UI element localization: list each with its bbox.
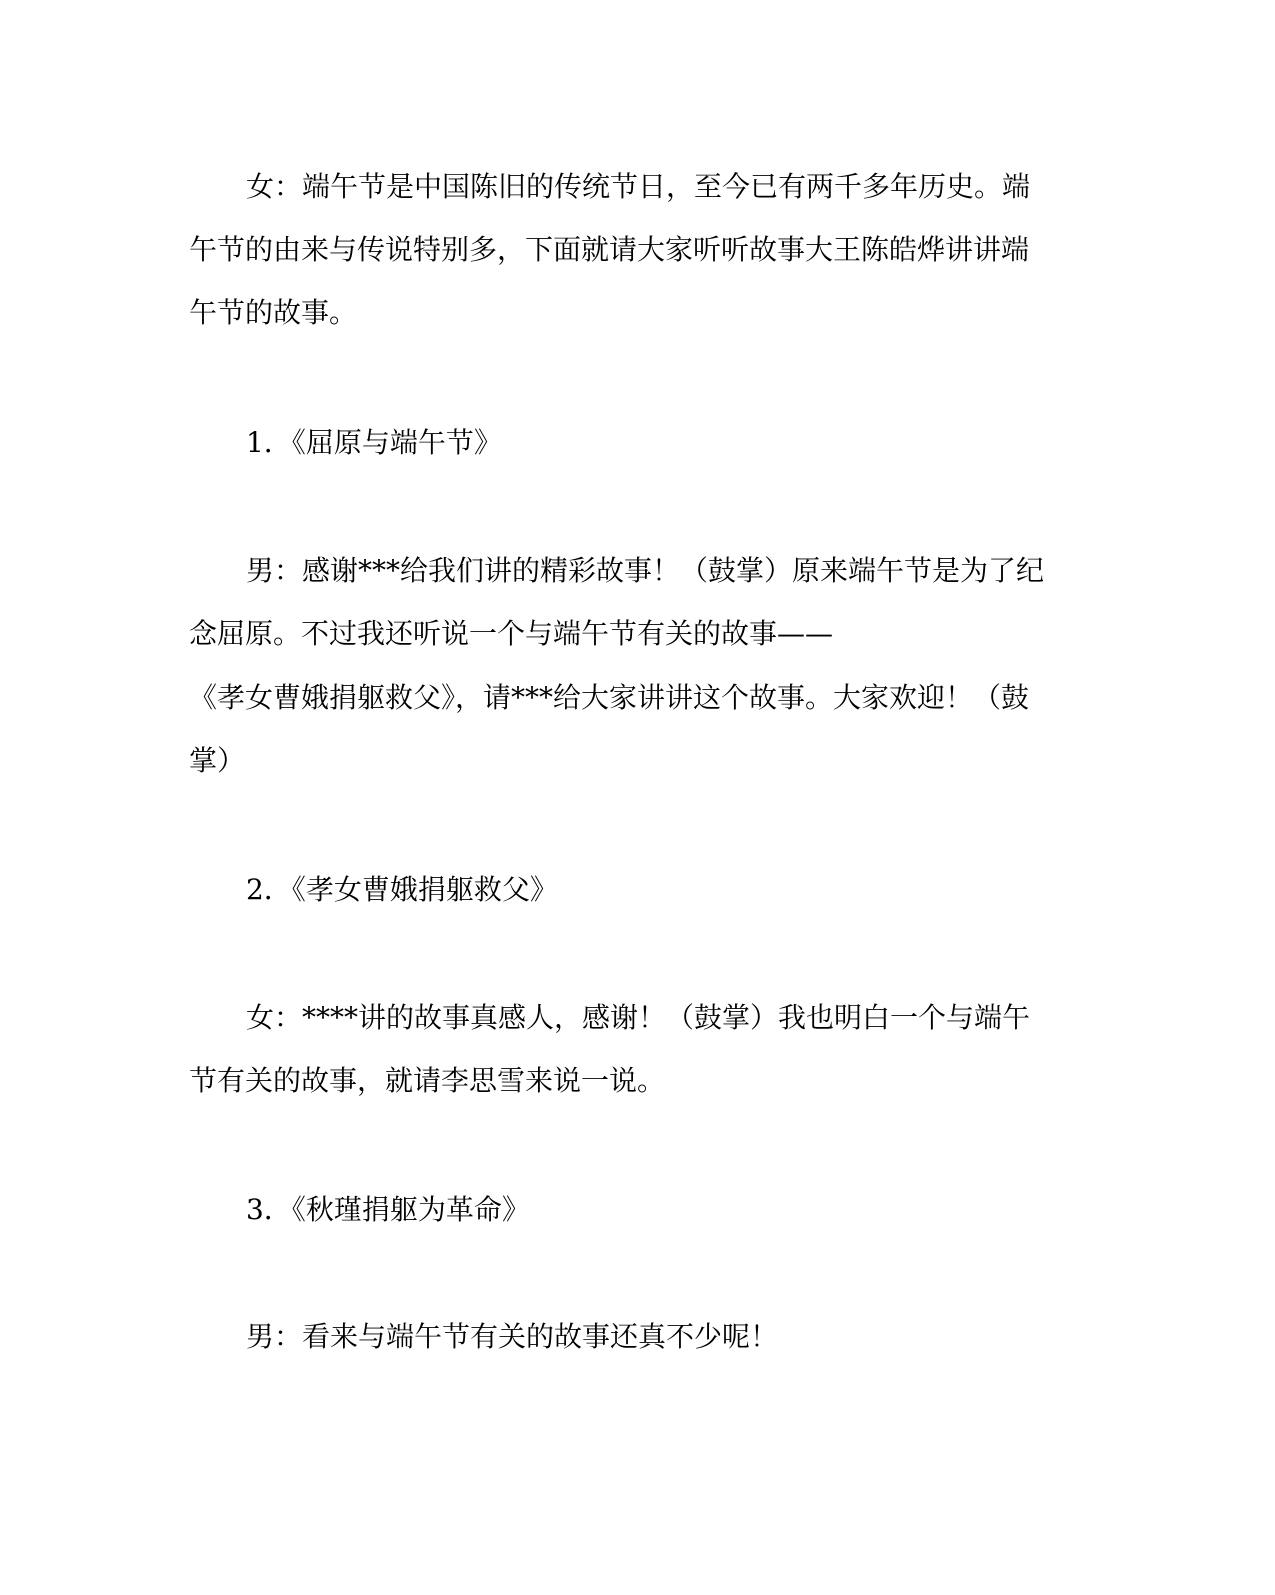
paragraph-line: 午节的故事。 — [189, 296, 358, 329]
paragraph-line: 男：看来与端午节有关的故事还真不少呢！ — [246, 1320, 779, 1353]
paragraph-line: 女：****讲的故事真感人，感谢！（鼓掌）我也明白一个与端午 — [246, 1001, 1031, 1034]
paragraph-line: 《孝女曹娥捐躯救父》，请***给大家讲讲这个故事。大家欢迎！（鼓 — [189, 681, 1030, 714]
paragraph-line: 男：感谢***给我们讲的精彩故事！（鼓掌）原来端午节是为了纪 — [246, 554, 1045, 587]
paragraph-line: 节有关的故事，就请李思雪来说一说。 — [189, 1064, 666, 1097]
story-heading: 2．《孝女曹娥捐躯救父》 — [246, 873, 558, 906]
paragraph-line: 女：端午节是中国陈旧的传统节日，至今已有两千多年历史。端 — [246, 170, 1031, 203]
paragraph-line: 念屈原。不过我还听说一个与端午节有关的故事—— — [189, 617, 834, 650]
paragraph-line: 掌） — [189, 744, 246, 777]
story-heading: 1．《屈原与端午节》 — [246, 426, 502, 459]
paragraph-line: 午节的由来与传说特别多，下面就请大家听听故事大王陈皓烨讲讲端 — [189, 233, 1030, 266]
story-heading: 3．《秋瑾捐躯为革命》 — [246, 1193, 530, 1226]
